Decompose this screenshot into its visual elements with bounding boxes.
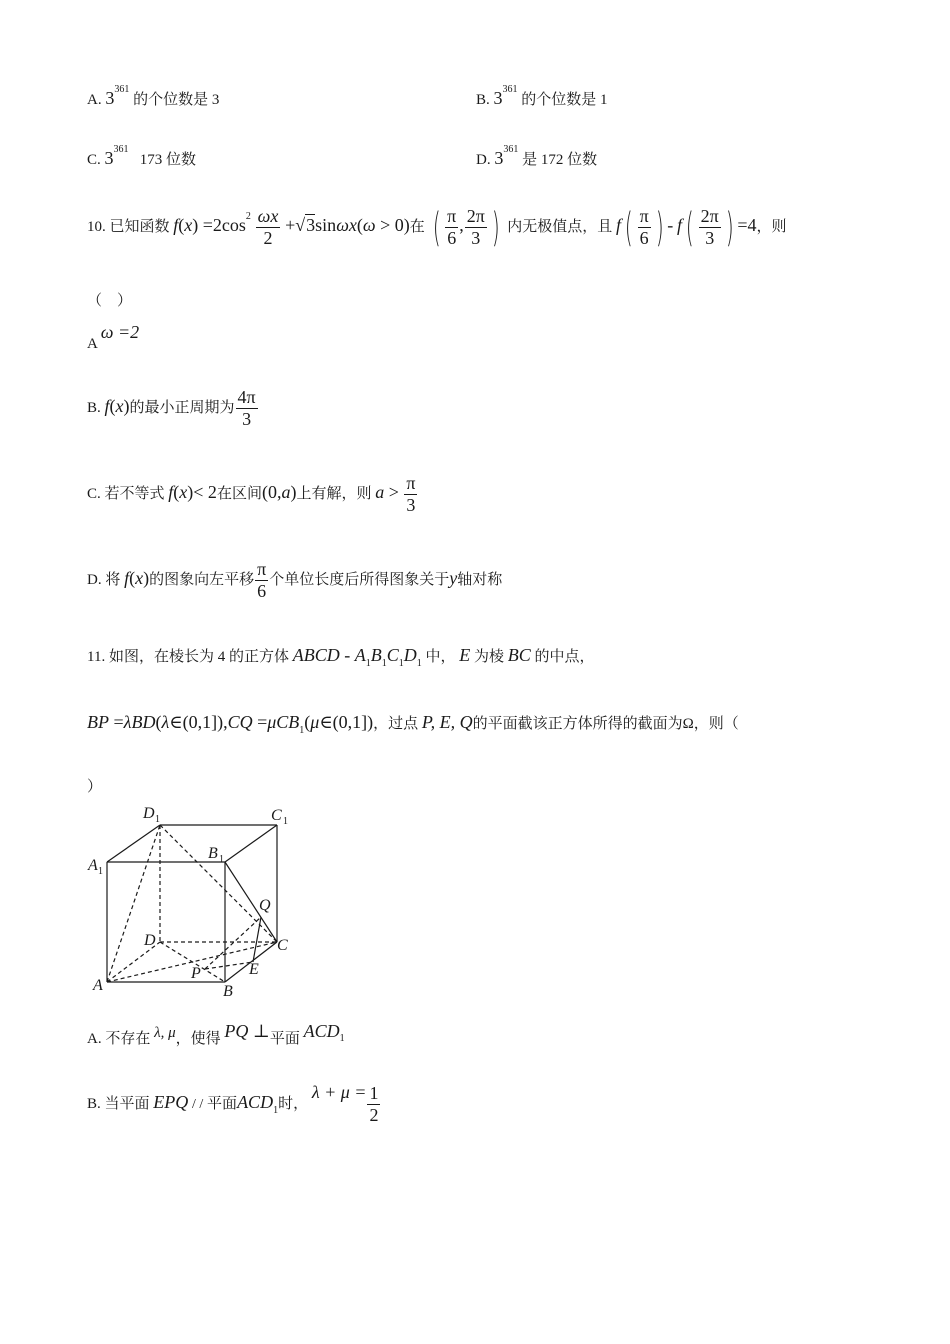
q10-stem: 10. 已知函数 $f(x) =2\cos^2$ $\frac{\omega x}{2}$ +√3sinωx(ω > 0)在 ( $\frac{\pi}{6}$ , $\frac{2\pi}{3}$ ) 内无极值点，且 f( $\frac{\pi}{6}$ ) - f( $\frac{2\pi}{3}$ ) =4，则 — [87, 204, 787, 251]
label-c: C — [277, 937, 288, 954]
label-c1: C — [271, 807, 282, 824]
segment-ad1 — [107, 825, 160, 982]
q11-stem-line1: 11. 如图，在棱长为 4 的正方体 ABCD - $A_1B_1C_1D_1$ 中， E 为棱 BC 的中点， — [87, 645, 595, 669]
q10-option-a: A ω =2 — [87, 322, 140, 352]
q11-close-paren: ） — [87, 779, 103, 795]
segment-d1c — [160, 825, 277, 942]
cube-figure — [85, 800, 305, 1005]
label-a1: A — [88, 857, 98, 874]
label-p: P — [191, 965, 201, 982]
svg-text:1: 1 — [219, 854, 224, 865]
q9-option-c: C. $3^{361}$ 173 位数 — [87, 144, 197, 168]
q10-option-c: C. 若不等式 f(x)< 2在区间(0,a)上有解，则 a > $\frac{\pi}{3}$ — [87, 473, 416, 516]
label-e: E — [249, 961, 259, 978]
q10-option-b: B. f(x)的最小正周期为 $\frac{4\pi}{3}$ — [87, 387, 256, 430]
q10-paren: （ ） — [87, 293, 133, 309]
edge-b1c1 — [225, 825, 277, 862]
label-b: B — [223, 983, 233, 1000]
label-a: A — [93, 977, 103, 994]
label-d: D — [144, 932, 156, 949]
label-b1: B — [208, 845, 218, 862]
svg-text:1: 1 — [283, 816, 288, 827]
svg-text:1: 1 — [98, 866, 103, 877]
edge-a1d1 — [107, 825, 160, 862]
q11-option-a: A. 不存在 λ, μ，使得 PQ ⊥平面 ACD1 — [87, 1021, 345, 1047]
q10-option-d: D. 将 f(x)的图象向左平移 $\frac{\pi}{6}$ 个单位长度后所得图象关于y轴对称 — [87, 559, 503, 602]
label-d1: D — [143, 805, 155, 822]
q9-option-a: A. $3^{361}$ 的个位数是 3 — [87, 84, 220, 108]
q9-option-d: D. $3^{361}$ 是 172 位数 — [476, 144, 598, 168]
q9-option-b: B. $3^{361}$ 的个位数是 1 — [476, 84, 608, 108]
label-q: Q — [259, 897, 271, 914]
svg-text:1: 1 — [155, 814, 160, 825]
q11-option-b: B. 当平面 EPQ / / 平面$ACD_1$时， λ + μ = $\frac{1}{2}$ — [87, 1082, 379, 1126]
q11-stem-line2: BP =λBD(λ∈(0,1]),CQ =μCB$_1$(μ∈(0,1])，过点 P, E, Q的平面截该正方体所得的截面为Ω，则（ — [87, 712, 739, 736]
